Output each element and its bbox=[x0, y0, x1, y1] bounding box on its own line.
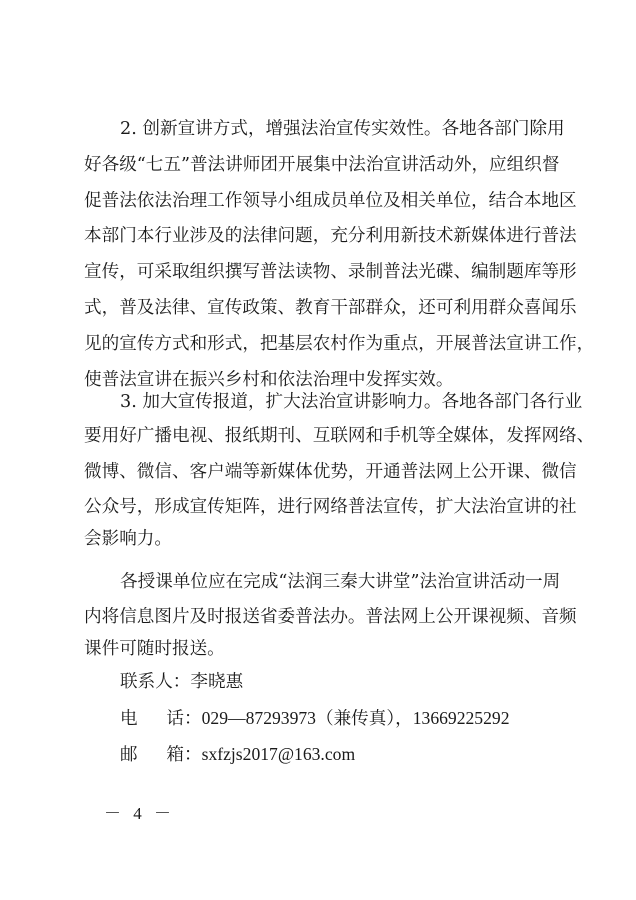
contact-phone-separator: ： bbox=[184, 709, 202, 729]
paragraph-3-line-5: 会影响力。 bbox=[84, 529, 172, 549]
paragraph-3-line-4: 公众号，形成宣传矩阵，进行网络普法宣传，扩大法治宣讲的社 bbox=[84, 497, 577, 517]
contact-person bbox=[0, 666, 636, 698]
contact-email-label: 邮 箱 bbox=[120, 745, 184, 765]
paragraph-2-line-7: 见的宣传方式和形式，把基层农村作为重点，开展普法宣讲工作， bbox=[84, 334, 595, 354]
contact-phone-value: 029—87293973（兼传真），13669225292 bbox=[201, 708, 510, 728]
paragraph-4-line-2: 内将信息图片及时报送省委普法办。普法网上公开课视频、音频 bbox=[84, 607, 577, 627]
paragraph-4-line-3: 课件可随时报送。 bbox=[84, 639, 225, 659]
contact-email-value: sxfzjs2017@163.com bbox=[201, 744, 356, 764]
contact-phone-label: 电 话 bbox=[120, 709, 184, 729]
contact-phone bbox=[0, 702, 636, 734]
contact-email bbox=[0, 738, 636, 770]
page-number: － 4 － bbox=[104, 804, 175, 823]
paragraph-2-line-5: 宣传，可采取组织撰写普法读物、录制普法光碟、编制题库等形 bbox=[84, 262, 577, 282]
paragraph-3-line-3: 微博、微信、客户端等新媒体优势，开通普法网上公开课、微信 bbox=[84, 462, 577, 482]
contact-person-value: 李晓惠 bbox=[190, 672, 244, 692]
paragraph-3-line-1: 3. 加大宣传报道，扩大法治宣讲影响力。各地各部门各行业 bbox=[120, 392, 583, 412]
contact-email-separator: ： bbox=[184, 745, 202, 765]
contact-person-label: 联系人： bbox=[120, 672, 191, 692]
paragraph-4-line-1: 各授课单位应在完成“法润三秦大讲堂”法治宣讲活动一周 bbox=[120, 572, 561, 592]
paragraph-2-line-4: 本部门本行业涉及的法律问题，充分利用新技术新媒体进行普法 bbox=[84, 226, 577, 246]
paragraph-3-line-2: 要用好广播电视、报纸期刊、互联网和手机等全媒体，发挥网络、 bbox=[84, 426, 595, 446]
paragraph-2-line-8: 使普法宣讲在振兴乡村和依法治理中发挥实效。 bbox=[84, 370, 454, 390]
paragraph-2-line-2: 好各级“七五”普法讲师团开展集中法治宣讲活动外，应组织督 bbox=[84, 155, 560, 175]
paragraph-2-line-3: 促普法依法治理工作领导小组成员单位及相关单位，结合本地区 bbox=[84, 191, 577, 211]
paragraph-2-line-6: 式，普及法律、宣传政策、教育干部群众，还可利用群众喜闻乐 bbox=[84, 298, 577, 318]
paragraph-2-line-1: 2. 创新宣讲方式，增强法治宣传实效性。各地各部门除用 bbox=[120, 119, 565, 139]
